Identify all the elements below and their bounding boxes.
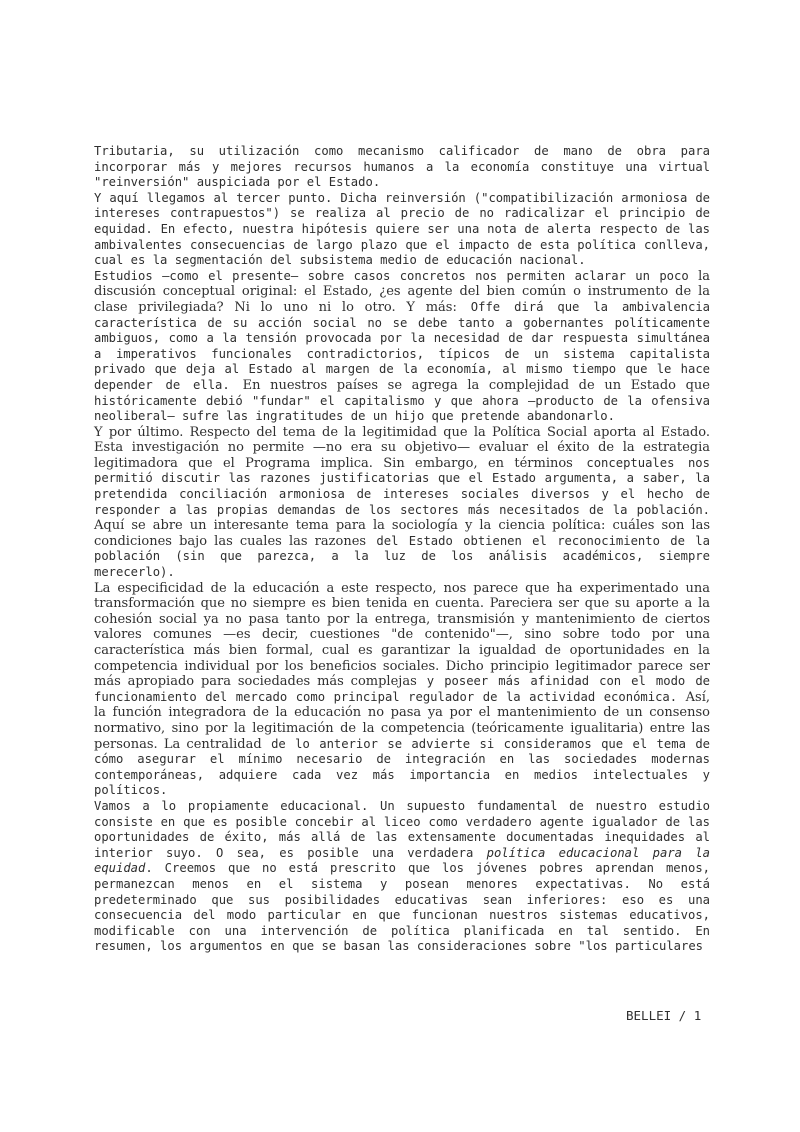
text-run: históricamente debió "fundar" el capitalismo y que ahora —producto de la ofensiva neoliberal— sufre las ingratitudes de un hijo que pretende abandonarlo.	[94, 393, 710, 424]
text-run: . Creemos que no está prescrito que los jóvenes pobres aprendan menos, permanezcan menos en el sistema y posean menores expectativas. No está predeterminado que sus posibilidades educativas sean inferiores: eso es una consecuencia del modo particular en que funcionan nuestros sistemas educativos, modificable con una intervención de política planificada en tal sentido. En resumen, los argumentos en que se basan las consideraciones sobre "los particulares	[94, 861, 710, 954]
text-run: Y por último. Respecto del tema de la legitimidad que la Política Social aporta al Estado. Esta investigación no permite —no era su objetivo— evaluar el éxito de la estrategia legitimadora que el Programa implica. Sin embargo, en términos	[94, 424, 710, 471]
page-footer: BELLEI / 1	[626, 1008, 702, 1023]
body-text	[94, 144, 710, 955]
text-run: de lo anterior se advierte si consideramos que el tema de cómo asegurar el mínimo necesario de integración en las sociedades modernas contemporáneas, adquiere cada vez más importancia en medios intelectuales y políticos.	[94, 736, 710, 798]
text-run: conceptuales nos permitió discutir las razones justificatorias que el Estado argumenta, a saber, la pretendida conciliación armoniosa de intereses sociales diversos y el hecho de responder a las propias demandas de los sectores más necesitados de la población.	[94, 455, 710, 517]
text-run: la discusión conceptual original: el Estado, ¿es agente del bien común o instrumento de la clase privilegiada? Ni lo uno ni lo otro. Y más:	[94, 268, 710, 315]
text-run: Offe dirá que la ambivalencia característica de su acción social no se debe tanto a gobernantes políticamente ambiguos, como a la tensión provocada por la necesidad de dar respuesta simultánea a imperativos funcionales contradictorios, típicos de un sistema capitalista privado que deja al Estado al margen de la economía, al mismo tiempo que le hace depender de ella.	[94, 299, 711, 392]
paragraph	[94, 191, 710, 269]
text-run: Aquí se abre un interesante tema para la sociología y la ciencia política: cuáles son las condiciones bajo las cuales las razones	[94, 518, 710, 549]
text-run: del Estado obtienen el reconocimiento de la población (sin que parezca, a la luz de los análisis académicos, siempre merecerlo).	[94, 533, 710, 580]
text-run: Y aquí llegamos al tercer punto. Dicha reinversión ("compatibilización armoniosa de intereses contrapuestos") se realiza al precio de no radicalizar el principio de equidad. En efecto, nuestra hipótesis quiere ser una nota de alerta respecto de las ambivalentes consecuencias de largo plazo que el impacto de esta política conlleva, cual es la segmentación del subsistema medio de educación nacional.	[94, 190, 710, 268]
text-run: Estudios —como el presente— sobre casos concretos nos permiten aclarar un poco	[94, 268, 699, 283]
text-run: En nuestros países se agrega la complejidad de un Estado que	[242, 377, 710, 393]
paragraph	[94, 581, 710, 799]
text-run: Vamos a lo propiamente educacional. Un supuesto fundamental de nuestro estudio consiste en que es posible concebir al liceo como verdadero agente igualador de las oportunidades de éxito, más allá de las extensamente documentadas inequidades al interior suyo. O sea, es posible una verdadera	[94, 798, 710, 860]
paragraph	[94, 799, 710, 955]
text-run: Así, la función integradora de la educación no pasa ya por el mantenimiento de un consenso normativo, sino por la legitimación de la competencia (teóricamente igualitaria) entre las personas. La centralidad	[94, 689, 710, 752]
text-run: y poseer más afinidad con el modo de funcionamiento del mercado como principal regulador de la actividad económica.	[94, 674, 710, 704]
text-run: política educacional para la equidad	[94, 845, 710, 876]
text-run: La especificidad de la educación a este respecto, nos parece que ha experimentado una transformación que no siempre es bien tenida en cuenta. Pareciera ser que su aporte a la cohesión social ya no pasa tanto por la entrega, transmisión y mantenimiento de ciertos valores comunes —es decir, cuestiones "de contenido"—, sino sobre todo por una característica más bien formal, cual es garantizar la igualdad de oportunidades en la competencia individual por los beneficios sociales. Dicho principio legitimador parece ser más apropiado para sociedades más complejas	[94, 580, 710, 690]
text-run: Tributaria, su utilización como mecanismo calificador de mano de obra para incorporar más y mejores recursos humanos a la economía constituye una virtual "reinversión" auspiciada por el Estado.	[94, 144, 710, 190]
paragraph	[94, 144, 710, 191]
paragraph	[94, 269, 710, 425]
paragraph	[94, 425, 710, 581]
